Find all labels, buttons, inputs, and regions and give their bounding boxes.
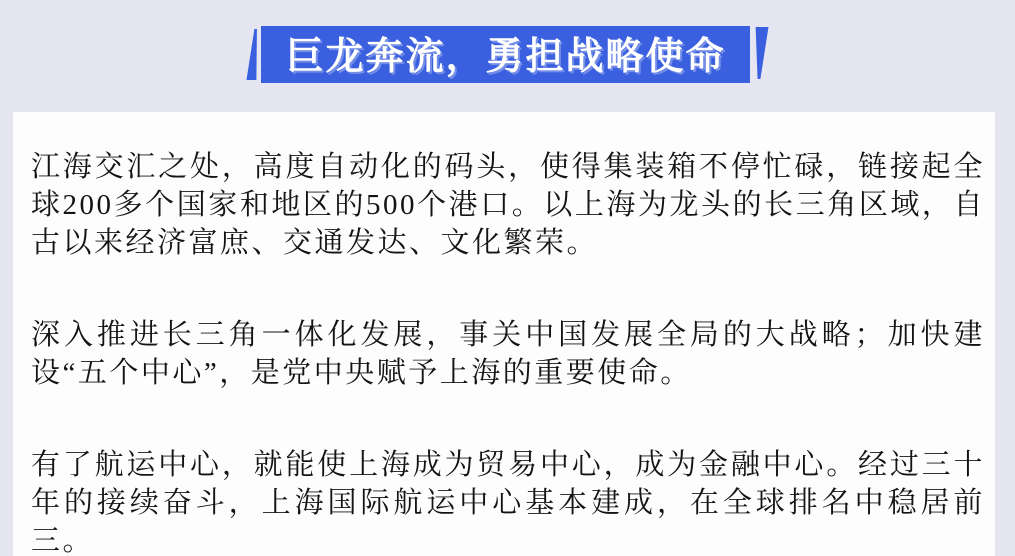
content-card — [13, 112, 995, 556]
paragraph: 有了航运中心，就能使上海成为贸易中心，成为金融中心。经过三十年的接续奋斗，上海国际航运中心基本建成，在全球排名中稳居前三。 — [31, 449, 985, 556]
page-title: 巨龙奔流，勇担战略使命 — [285, 36, 726, 78]
title-banner-row — [0, 26, 1015, 83]
paragraph: 江海交汇之处，高度自动化的码头，使得集装箱不停忙碌，链接起全球200多个国家和地区的500个港口。以上海为龙头的长三角区域，自古以来经济富庶、交通发达、文化繁荣。 — [31, 151, 985, 259]
title-banner — [261, 26, 749, 83]
banner-left-slash-decoration — [246, 29, 257, 80]
paragraph: 深入推进长三角一体化发展，事关中国发展全局的大战略；加快建设“五个中心”，是党中央赋予上海的重要使命。 — [31, 319, 985, 389]
banner-right-slash-decoration — [755, 27, 769, 79]
